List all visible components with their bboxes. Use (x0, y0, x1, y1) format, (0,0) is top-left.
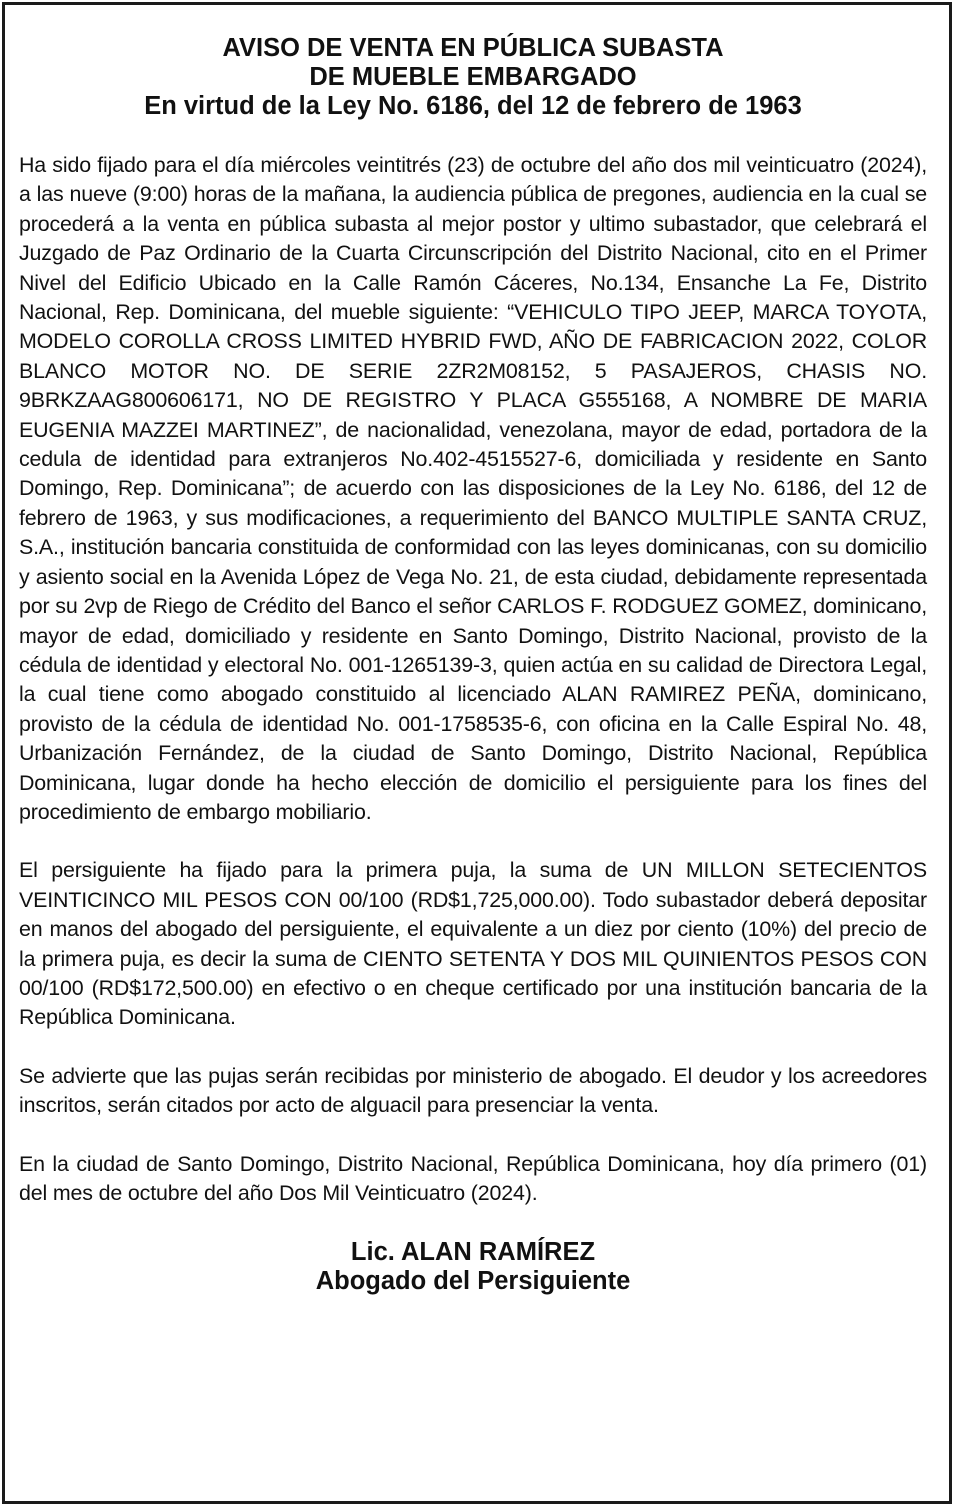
title-line-1: AVISO DE VENTA EN PÚBLICA SUBASTA (222, 34, 724, 62)
title-line-2: DE MUEBLE EMBARGADO (309, 63, 637, 91)
notice-title (19, 34, 927, 121)
paragraph-date-place: En la ciudad de Santo Domingo, Distrito Nacional, República Dominicana, hoy día primero (01) del mes de octubre del año Dos Mil Veinticuatro (2024). (19, 1151, 927, 1205)
signature-block (19, 1238, 927, 1296)
paragraph-bids-notice: Se advierte que las pujas serán recibidas por ministerio de abogado. El deudor y los acreedores inscritos, serán citados por acto de alguacil para presenciar la venta. (19, 1063, 927, 1118)
title-line-3: En virtud de la Ley No. 6186, del 12 de febrero de 1963 (144, 92, 802, 120)
paragraph-auction-details: Ha sido fijado para el día miércoles veintitrés (23) de octubre del año dos mil veinticuatro (2024), a las nueve (9:00) horas de la mañana, la audiencia pública de pregones, audiencia en la cual se procederá a la venta en pública subasta al mejor postor y ultimo subastador, que celebrará el Juzgado de Paz Ordinario de la Cuarta Circunscripción del Distrito Nacional, cito en el Primer Nivel del Edificio Ubicado en la Calle Ramón Cáceres, No.134, Ensanche La Fe, Distrito Nacional, Rep. Dominicana, del mueble siguiente: “VEHICULO TIPO JEEP, MARCA TOYOTA, MODELO COROLLA CROSS LIMITED HYBRID FWD, AÑO DE FABRICACION 2022, COLOR BLANCO MOTOR NO. DE SERIE 2ZR2M08152, 5 PASAJEROS, CHASIS NO. 9BRKZAAG800606171, NO DE REGISTRO Y PLACA G555168, A NOMBRE DE MARIA EUGENIA MAZZEI MARTINEZ”, de nacionalidad, venezolana, mayor de edad, portadora de la cedula de identidad para extranjeros No.402-4515527-6, domiciliada y residente en Santo Domingo, Rep. Dominicana”; de acuerdo con las disposiciones de la Ley No. 6186, del 12 de febrero de 1963, y sus modificaciones, a requerimiento del BANCO MULTIPLE SANTA CRUZ, S.A., institución bancaria constituida de conformidad con las leyes dominicanas, con su domicilio y asiento social en la Avenida López de Vega No. 21, de esta ciudad, debidamente representada por su 2vp de Riego de Crédito del Banco el señor CARLOS F. RODGUEZ GOMEZ, dominicano, mayor de edad, domiciliado y residente en Santo Domingo, Distrito Nacional, provisto de la cédula de identidad y electoral No. 001-1265139-3, quien actúa en su calidad de Directora Legal, la cual tiene como abogado constituido al licenciado ALAN RAMIREZ PEÑA, dominicano, provisto de la cédula de identidad No. 001-1758535-6, con oficina en la Calle Espiral No. 48, Urbanización Fernández, de la ciudad de Santo Domingo, Distrito Nacional, República Dominicana, lugar donde ha hecho elección de domicilio el persiguiente para los fines del procedimiento de embargo mobiliario. (19, 153, 927, 824)
signature-role: Abogado del Persiguiente (315, 1267, 631, 1296)
notice-content (19, 34, 927, 1296)
paragraph-first-bid: El persiguiente ha fijado para la primera puja, la suma de UN MILLON SETECIENTOS VEINTICINCO MIL PESOS CON 00/100 (RD$1,725,000.00). Todo subastador deberá depositar en manos del abogado del persiguiente, el equivalente a un diez por ciento (10%) del precio de la primera puja, es decir la suma de CIENTO SETENTA Y DOS MIL QUINIENTOS PESOS CON 00/100 (RD$172,500.00) en efectivo o en cheque certificado por una institución bancaria de la República Dominicana. (19, 858, 927, 1030)
signature-name: Lic. ALAN RAMÍREZ (350, 1238, 596, 1267)
